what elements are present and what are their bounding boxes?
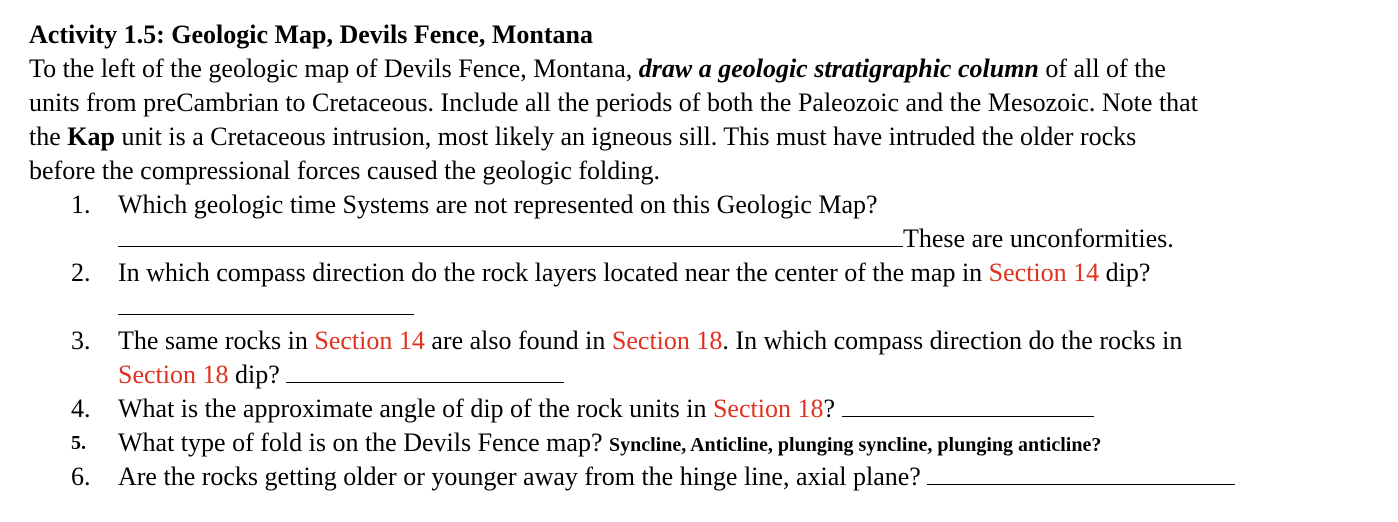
question-1-text: Which geologic time Systems are not represented on this Geologic Map? xyxy=(118,190,878,219)
answer-blank-3[interactable] xyxy=(286,358,564,383)
question-4-text xyxy=(118,392,1094,426)
question-2-number: 2. xyxy=(71,258,91,287)
intro-line-4: before the compressional forces caused the geologic folding. xyxy=(29,156,660,185)
intro-emphasis: draw a geologic stratigraphic column xyxy=(638,54,1039,83)
section-reference: Section 18 xyxy=(118,360,229,389)
question-4-number: 4. xyxy=(71,394,91,423)
kap-unit-label: Kap xyxy=(67,122,115,151)
intro-text: the xyxy=(29,122,68,151)
question-6-text xyxy=(118,460,1235,494)
question-6-number: 6. xyxy=(71,462,91,491)
question-1-answer-row xyxy=(118,222,1174,256)
question-5-text xyxy=(118,426,1101,462)
activity-title: Activity 1.5: Geologic Map, Devils Fence, Montana xyxy=(29,20,593,49)
fold-type-choices: Syncline, Anticline, plunging syncline, plunging anticline? xyxy=(608,434,1102,456)
question-3-text-line-2 xyxy=(118,358,564,392)
question-text: ? xyxy=(823,394,835,423)
intro-line-2: units from preCambrian to Cretaceous. Include all the periods of both the Paleozoic and the Mesozoic. Note that xyxy=(29,88,1198,117)
question-1-number: 1. xyxy=(71,190,91,219)
question-text: What is the approximate angle of dip of the rock units in xyxy=(118,394,713,423)
question-3-number: 3. xyxy=(71,326,91,355)
question-text: dip? xyxy=(1099,258,1151,287)
question-2-text xyxy=(118,256,1150,290)
intro-text: To the left of the geologic map of Devils Fence, Montana, xyxy=(29,54,639,83)
intro-text: unit is a Cretaceous intrusion, most likely an igneous sill. This must have intruded the older rocks xyxy=(114,122,1137,151)
question-2-answer-row xyxy=(118,290,414,324)
answer-blank-6[interactable] xyxy=(927,460,1235,485)
question-text: Are the rocks getting older or younger away from the hinge line, axial plane? xyxy=(118,462,921,491)
intro-text: of all of the xyxy=(1038,54,1166,83)
question-text: The same rocks in xyxy=(118,326,315,355)
question-text: In which compass direction do the rock layers located near the center of the map in xyxy=(118,258,989,287)
answer-blank-2[interactable] xyxy=(118,290,414,315)
question-text: . In which compass direction do the rocks in xyxy=(722,326,1183,355)
question-5-number: 5. xyxy=(71,432,86,454)
intro-line-1 xyxy=(29,52,1166,86)
question-text: are also found in xyxy=(424,326,612,355)
answer-blank-1[interactable] xyxy=(118,222,903,247)
unconformities-note: These are unconformities. xyxy=(903,224,1174,253)
section-reference: Section 14 xyxy=(314,326,425,355)
intro-line-3 xyxy=(29,120,1136,154)
question-text: What type of fold is on the Devils Fence map? xyxy=(118,428,609,457)
question-3-text-line-1 xyxy=(118,324,1182,358)
answer-blank-4[interactable] xyxy=(842,392,1094,417)
section-reference: Section 14 xyxy=(988,258,1100,287)
section-reference: Section 18 xyxy=(611,326,723,355)
section-reference: Section 18 xyxy=(712,394,824,423)
question-text: dip? xyxy=(228,360,280,389)
